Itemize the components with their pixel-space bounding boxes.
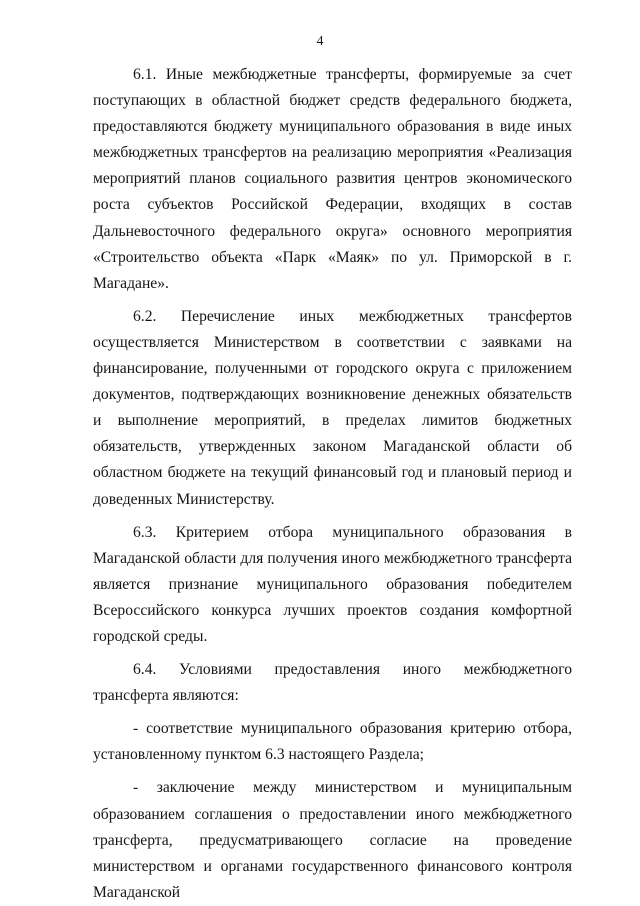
list-item-agreement: - заключение между министерством и муниципальным образованием соглашения о предоставлении иного межбюджетного трансферта, предусматривающего согласие на проведение министерством и органами государственного финансового контроля Магаданской	[93, 779, 572, 901]
page-number: 4	[316, 34, 324, 49]
paragraph-6-3: 6.3. Критерием отбора муниципального образования в Магаданской области для получения иного межбюджетного трансферта является признание муниципального образования победителем Всероссийского конкурса лучших проектов создания комфортной городской среды.	[93, 523, 572, 645]
list-item-criterion: - соответствие муниципального образования критерию отбора, установленному пунктом 6.3 настоящего Раздела;	[93, 720, 572, 764]
paragraph-6-2: 6.2. Перечисление иных межбюджетных трансфертов осуществляется Министерством в соответствии с заявками на финансирование, полученными от городского округа с приложением документов, подтверждающих возникновение денежных обязательств и выполнение мероприятий, в пределах лимитов бюджетных обязательств, утвержденных законом Магаданской области об областном бюджете на текущий финансовый год и плановый период и доведенных Министерству.	[93, 307, 572, 508]
paragraph-6-1: 6.1. Иные межбюджетные трансферты, формируемые за счет поступающих в областной бюджет средств федерального бюджета, предоставляются бюджету муниципального образования в виде иных межбюджетных трансфертов на реализацию мероприятия «Реализация мероприятий планов социального развития центров экономического роста субъектов Российской Федерации, входящих в состав Дальневосточного федерального округа» основного мероприятия «Строительство объекта «Парк «Маяк» по ул. Приморской в г. Магадане».	[93, 66, 572, 292]
document-body	[93, 62, 572, 906]
paragraph-6-4: 6.4. Условиями предоставления иного межбюджетного трансферта являются:	[93, 661, 572, 705]
